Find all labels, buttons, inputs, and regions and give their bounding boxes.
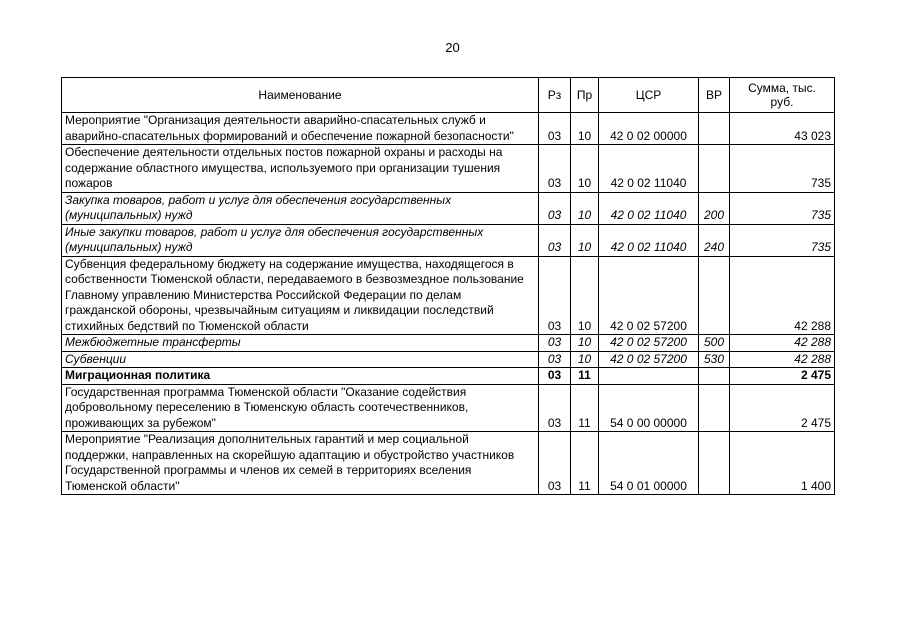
row-vr xyxy=(699,432,730,495)
row-pr: 10 xyxy=(571,224,599,256)
page-number: 20 xyxy=(445,40,460,55)
row-csr: 42 0 02 57200 xyxy=(599,351,699,368)
row-csr: 42 0 02 11040 xyxy=(599,145,699,193)
row-vr xyxy=(699,113,730,145)
row-csr: 42 0 02 57200 xyxy=(599,335,699,352)
row-sum: 735 xyxy=(730,192,835,224)
row-name: Закупка товаров, работ и услуг для обеспечения государственных (муниципальных) нужд xyxy=(62,192,539,224)
row-pr: 10 xyxy=(571,113,599,145)
row-name: Межбюджетные трансферты xyxy=(62,335,539,352)
row-vr: 500 xyxy=(699,335,730,352)
row-rz: 03 xyxy=(539,145,571,193)
table-row xyxy=(62,335,835,352)
row-name: Субвенция федеральному бюджету на содержание имущества, находящегося в собственности Тюменской области, передаваемого в безвозмездное пользование Главному управлению Министерства Российской Федерации по делам гражданской обороны, чрезвычайным ситуациям и ликвидации последствий стихийных бедствий по Тюменской области xyxy=(62,256,539,335)
table-row xyxy=(62,192,835,224)
table-body xyxy=(62,113,835,495)
row-pr: 10 xyxy=(571,351,599,368)
header-sum-text: Сумма, тыс. руб. xyxy=(748,81,816,109)
row-rz: 03 xyxy=(539,113,571,145)
row-sum: 43 023 xyxy=(730,113,835,145)
header-rz: Рз xyxy=(539,78,571,113)
row-vr: 200 xyxy=(699,192,730,224)
header-name: Наименование xyxy=(62,78,539,113)
row-rz: 03 xyxy=(539,335,571,352)
row-pr: 11 xyxy=(571,384,599,432)
table-header-row xyxy=(62,78,835,113)
table-row xyxy=(62,256,835,335)
row-sum: 2 475 xyxy=(730,368,835,385)
table-row xyxy=(62,224,835,256)
table-row xyxy=(62,113,835,145)
row-name: Субвенции xyxy=(62,351,539,368)
row-sum: 42 288 xyxy=(730,335,835,352)
row-rz: 03 xyxy=(539,432,571,495)
row-csr: 42 0 02 11040 xyxy=(599,224,699,256)
row-csr: 54 0 00 00000 xyxy=(599,384,699,432)
row-pr: 10 xyxy=(571,335,599,352)
row-vr xyxy=(699,256,730,335)
table-row xyxy=(62,368,835,385)
row-name: Мероприятие "Организация деятельности аварийно-спасательных служб и аварийно-спасательных формирований и обеспечение пожарной безопасности" xyxy=(62,113,539,145)
row-csr: 54 0 01 00000 xyxy=(599,432,699,495)
row-vr: 530 xyxy=(699,351,730,368)
row-name: Иные закупки товаров, работ и услуг для обеспечения государственных (муниципальных) нужд xyxy=(62,224,539,256)
table-row xyxy=(62,351,835,368)
row-rz: 03 xyxy=(539,368,571,385)
table-row xyxy=(62,432,835,495)
row-sum: 735 xyxy=(730,224,835,256)
row-sum: 42 288 xyxy=(730,351,835,368)
row-sum: 1 400 xyxy=(730,432,835,495)
row-csr: 42 0 02 57200 xyxy=(599,256,699,335)
row-rz: 03 xyxy=(539,384,571,432)
row-rz: 03 xyxy=(539,192,571,224)
row-name: Государственная программа Тюменской области "Оказание содействия добровольному переселению в Тюменскую область соотечественников, проживающих за рубежом" xyxy=(62,384,539,432)
row-csr: 42 0 02 11040 xyxy=(599,192,699,224)
row-csr: 42 0 02 00000 xyxy=(599,113,699,145)
row-pr: 10 xyxy=(571,145,599,193)
row-pr: 11 xyxy=(571,432,599,495)
row-name: Мероприятие "Реализация дополнительных гарантий и мер социальной поддержки, направленных на скорейшую адаптацию и обустройство участников Государственной программы и членов их семей в территориях вселения Тюменской области" xyxy=(62,432,539,495)
header-pr: Пр xyxy=(571,78,599,113)
row-vr xyxy=(699,384,730,432)
row-vr xyxy=(699,145,730,193)
header-csr: ЦСР xyxy=(599,78,699,113)
row-csr xyxy=(599,368,699,385)
row-vr xyxy=(699,368,730,385)
row-sum: 2 475 xyxy=(730,384,835,432)
row-rz: 03 xyxy=(539,351,571,368)
header-sum xyxy=(730,78,835,113)
row-name: Миграционная политика xyxy=(62,368,539,385)
header-vr: ВР xyxy=(699,78,730,113)
row-name: Обеспечение деятельности отдельных постов пожарной охраны и расходы на содержание областного имущества, используемого при организации тушения пожаров xyxy=(62,145,539,193)
row-sum: 735 xyxy=(730,145,835,193)
row-pr: 10 xyxy=(571,256,599,335)
table-row xyxy=(62,384,835,432)
budget-table xyxy=(61,77,835,495)
row-rz: 03 xyxy=(539,256,571,335)
row-vr: 240 xyxy=(699,224,730,256)
row-pr: 10 xyxy=(571,192,599,224)
table-row xyxy=(62,145,835,193)
row-rz: 03 xyxy=(539,224,571,256)
row-sum: 42 288 xyxy=(730,256,835,335)
row-pr: 11 xyxy=(571,368,599,385)
